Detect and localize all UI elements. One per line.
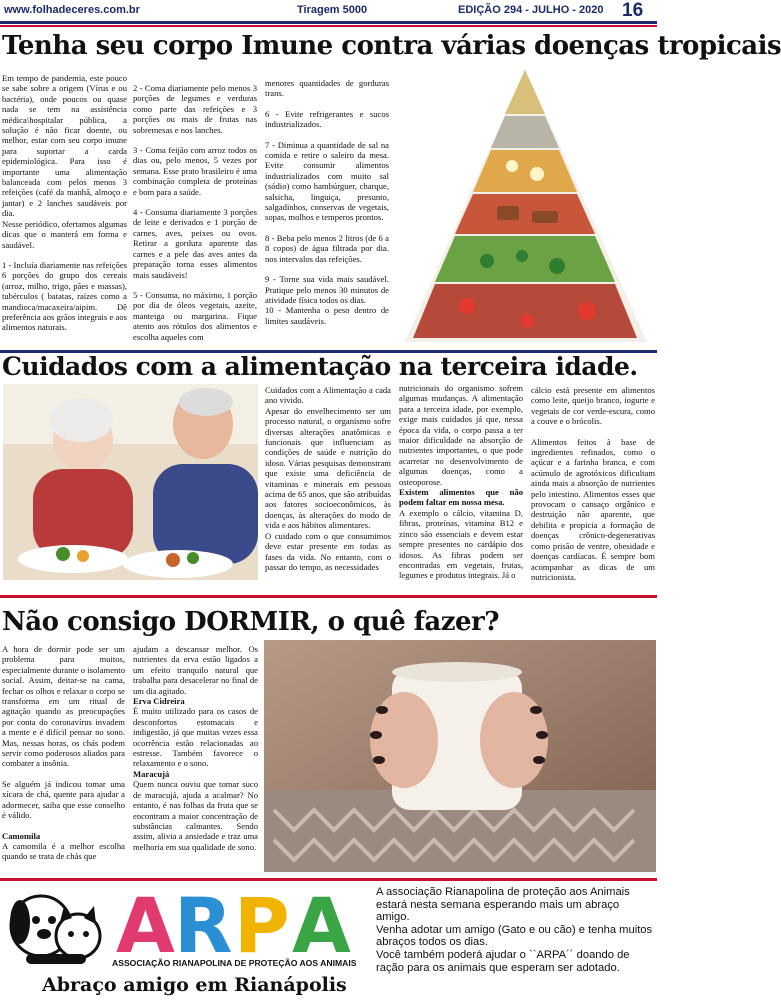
paragraph: 8 - Beba pelo menos 2 litros (de 6 a 8 copos) de água filtrada por dia. nos intervalos das refeições. [265,232,389,264]
header-rule [0,21,657,24]
paragraph: A hora de dormir pode ser um problema para muitos, especialmente durante o isolamento social. Assim, deitar-se na cama, fechar os olhos e relaxar o corpo se transforma em um ritual de agitação quando as preocupações por conta do coronavírus invadem a mente e é difícil pensar no sono. Mas, nessas horas, os chás podem servir como poderosos aliados para combater a insônia. [2,644,125,769]
arpa-caption: Abraço amigo em Rianápolis [42,974,347,996]
subheading: Existem alimentos que não podem faltar em nossa mesa. [399,487,523,508]
edition: EDIÇÃO 294 - JULHO - 2020 [458,4,604,16]
circulation: Tiragem 5000 [297,4,368,16]
paragraph: A exemplo o cálcio, vitamina D, fibras, proteínas, vitamina B12 e zinco são essenciais e devem estar sempre presentes no cardápio dos idosos. As fibras podem ser encontradas em vegetais, frutas, legumes e produtos integrais. Já o [399,507,523,581]
arpa-text [376,886,654,974]
article2-col3 [531,385,655,592]
article1-col3 [265,78,389,336]
paragraph: 2 - Coma diariamente pelo menos 3 porções de legumes e verduras como parte das refeições e 3 porções ou mais de frutas nas sobremesas e nos lanches. [133,83,257,135]
paragraph: nutricionais do organismo sofrem algumas mudanças. A alimentação para a terceira idade, por exemplo, exige mais cuidados já que, nessa época da vida, o corpo passa a ter maior dificuldade na absorção de nutrientes importantes, o que pode acarretar no desenvolvimento de algumas doenças, como a osteoporose. [399,383,523,487]
arpa-subtitle: ASSOCIAÇÃO RIANAPOLINA DE PROTEÇÃO AOS ANIMAIS [112,958,357,968]
paragraph [133,696,258,706]
paragraph: menores quantidades de gorduras trans. [265,78,389,99]
paragraph [399,487,523,508]
article1-title: Tenha seu corpo Imune contra várias doenças tropicais [2,31,781,61]
elderly-couple-photo [3,384,258,580]
article2-col1 [265,385,391,582]
paragraph: A camomila é a melhor escolha quando se trata de chás que [2,840,125,862]
article2-title: Cuidados com a alimentação na terceira idade. [2,352,638,381]
paragraph: Nesse periódico, ofertamos algumas dicas que o manterá em forma e saudável. [2,218,127,250]
paragraph: 5 - Consuma, no máximo, 1 porção por dia de óleos vegetais, azeite, manteiga ou margarina. Fique atento aos rótulos dos alimentos e escolha aqueles com [133,289,257,342]
paragraph: 6 - Evite refrigerantes e sucos industrializados. [265,108,389,130]
food-pyramid-image [397,66,654,344]
tea-cup-photo [264,640,656,872]
paragraph: A associação Rianapolina de proteção aos Animais estará nesta semana esperando mais um abraço amigo. [376,886,630,924]
paragraph: Se alguém já indicou tomar uma xícara de chá, quente para ajudar a adormecer, saiba que esse conselho é válido. [2,778,125,821]
logo-letter: A [292,881,351,970]
article1-col1 [2,73,127,343]
paragraph: ajudam a descansar melhor. Os nutrientes da erva estão ligados a um efeito tranquilo natural que trabalha para desacelerar no final de um dia agitado. [133,644,258,696]
section-rule [0,595,657,598]
paragraph: Cuidados com a Alimentação a cada ano vivido. [265,385,391,406]
paragraph: Quem nunca ouviu que tomar suco de maracujá, ajuda a acalmar? No entanto, é nas folhas da fruta que se encontram a maior concentração de substâncias calmantes. Sendo assim, alivia a ansiedade e traz uma melhoria em sua qualidade de sono. [133,779,258,852]
paragraph: 7 - Diminua a quantidade de sal na comida e retire o saleiro da mesa. Evite consumir alimentos industrializados com muito sal (sódio) como hambúrguer, charque, salsicha, linguiça, presunto, salgadinhos, conservas de vegetais, sopas, molhos e temperos prontos. [265,139,389,223]
paragraph: O cuidado com o que consumimos deve estar presente em todas as fases da vida. No entanto, com o passar do tempo, as necessidades [265,530,391,572]
logo-letter: A [116,881,175,970]
logo-letter: R [174,881,233,970]
article3-col2 [133,644,258,862]
paragraph: 10 - Mantenha o peso dentro de limites saudáveis. [265,305,389,326]
paragraph: Venha adotar um amigo (Gato e ou cão) e tenha muitos abraços todos os dias. [376,923,653,949]
article3-col1 [2,644,125,872]
subheading: Maracujá [133,768,170,779]
page-number: 16 [622,0,644,21]
article1-col2 [133,83,257,352]
paragraph: cálcio está presente em alimentos como leite, queijo branco, iogurte e vegetais de cor verde-escura, como a couve e o brócolis. [531,385,655,427]
paragraph [2,831,125,841]
subheading: Camomila [2,830,41,841]
site-url[interactable]: www.folhadeceres.com.br [4,4,140,16]
header-rule-red [0,25,657,27]
paragraph: 3 - Coma feijão com arroz todos os dias ou, pelo menos, 5 vezes por semana. Esse prato brasileiro é uma combinação completa de proteínas e bom para a saúde. [133,145,257,197]
article2-col2 [399,383,523,591]
dog-cat-logo-icon [6,888,106,968]
paragraph: Apesar do envelhecimento ser um processo natural, o organismo sofre diversas alterações anatômicas e funcionais que influenciam as condições de saúde e nutrição do idoso. Várias pesquisas demonstram que existe uma deficiência de vitaminas e minerais em pessoas acima de 65 anos, que são atribuídas aos fatores socioeconômicos, às doenças, às alterações do modo de vida e aos hábitos alimentares. [265,405,391,531]
paragraph: Alimentos feitos à base de ingredientes refinados, como o açúcar e a farinha branca, e com acúmulo de agrotóxicos dificultam ainda mais a absorção de nutrientes pelo intestino. Alimentos esses que provocam o cansaço orgânico e destruição não aparente, que debilita e propicia a formação de doenças crônico-degenerativas como prisão de ventre, obesidade e doenças cardíacas. É sempre bom acompanhar as dicas de um nutricionista. [531,436,655,582]
paragraph: É muito utilizado para os casos de desconfortos estomacais e indigestão, já que muitas vezes essa ocorrência estão relacionadas ao estresse. Também favorece o relaxamento e o sono. [133,706,258,769]
paragraph: Você também poderá ajudar o ``ARPA´´ doando de ração para os animais que esperam ser adotado. [376,948,630,974]
paragraph: Em tempo de pandemia, este pouco se sabe sobre a origem (Vírus e ou bactéria), onde poucos ou quase nada se tem na assistência médica\hospitalar pública, a solução é não ficar doente, ou melhor, estar com seu corpo imune para suportar a carda epidemiológica. Para isso é importante uma alimentação balanceada com pelos menos 3 refeições (café da manhã, almoço e jantar) e 2 lanches saudáveis por dia. [2,73,127,219]
article3-title: Não consigo DORMIR, o quê fazer? [2,607,499,637]
paragraph: 1 - Incluía diariamente nas refeições 6 porções do grupo dos cereais (arroz, milho, trigo, pães e massas), tubérculos ( batatas, raízes como a mandioca/macaxeira/aipim. Dê preferência aos grãos integrais e aos alimentos naturais. [2,259,127,333]
paragraph: 9 - Torne sua vida mais saudável. Pratique pelo menos 30 minutos de atividade física todos os dias. [265,274,389,305]
paragraph: 4 - Consuma diariamente 3 porções de leite e derivados e 1 porção de carnes, aves, peixes ou ovos. Retirar a gordura aparente das carnes e a pele das aves antes da preparação torna esses alimentos mais saudáveis! [133,207,257,280]
logo-letter: P [234,881,290,970]
subheading: Erva Cidreira [133,696,185,707]
paragraph [133,769,258,779]
